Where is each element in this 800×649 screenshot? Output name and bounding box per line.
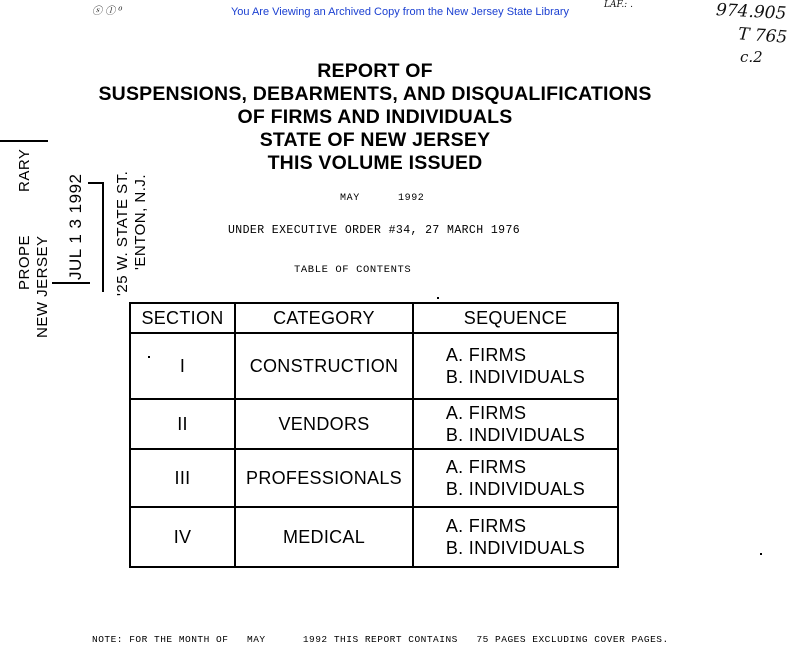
stamp-rule-corner — [88, 182, 104, 184]
toc-sequence — [413, 399, 618, 449]
toc-sequence-firms: A. FIRMS — [445, 403, 527, 423]
title-line-5: THIS VOLUME ISSUED — [267, 152, 483, 174]
title-line-3: OF FIRMS AND INDIVIDUALS — [237, 106, 513, 128]
toc-sequence-individuals: B. INDIVIDUALS — [445, 479, 586, 499]
toc-section-number: IV — [130, 507, 235, 567]
toc-category: VENDORS — [235, 399, 413, 449]
stamp-street: '25 W. STATE ST. — [114, 170, 131, 296]
stamp-date: JUL 1 3 1992 — [66, 173, 85, 280]
toc-row — [130, 399, 618, 449]
toc-sequence-individuals: B. INDIVIDUALS — [445, 425, 586, 445]
toc-category: PROFESSIONALS — [235, 449, 413, 507]
stamp-city: 'ENTON, N.J. — [132, 173, 149, 270]
toc-row — [130, 507, 618, 567]
issue-month: MAY — [340, 193, 360, 204]
toc-category: MEDICAL — [235, 507, 413, 567]
toc-row — [130, 449, 618, 507]
toc-sequence — [413, 449, 618, 507]
toc-section-number: I — [130, 333, 235, 399]
stamp-rule-bottom — [52, 282, 90, 284]
toc-section-number: III — [130, 449, 235, 507]
stamp-rule-top — [0, 140, 48, 142]
top-left-marks: ⓢ ⓛ ⁰ — [92, 6, 123, 17]
toc-sequence — [413, 507, 618, 567]
title-line-2: SUSPENSIONS, DEBARMENTS, AND DISQUALIFICATIONS — [98, 83, 652, 105]
toc-sequence-individuals: B. INDIVIDUALS — [445, 367, 586, 387]
toc-sequence — [413, 333, 618, 399]
toc-category: CONSTRUCTION — [235, 333, 413, 399]
toc-header-section: SECTION — [130, 303, 235, 333]
footer-note: NOTE: FOR THE MONTH OF MAY 1992 THIS REPORT CONTAINS 75 PAGES EXCLUDING COVER PAGES. — [92, 634, 669, 645]
catalog-cutter: T 765 — [737, 24, 788, 48]
toc-sequence-individuals: B. INDIVIDUALS — [445, 538, 586, 558]
issue-year: 1992 — [398, 193, 425, 204]
toc-heading: TABLE OF CONTENTS — [294, 264, 412, 276]
toc-sequence-firms: A. FIRMS — [445, 345, 527, 365]
catalog-copy: c.2 — [740, 48, 763, 66]
title-line-4: STATE OF NEW JERSEY — [259, 129, 491, 151]
catalog-number: 974.905 — [715, 0, 787, 24]
stamp-rule-right — [102, 182, 104, 292]
toc-header-sequence: SEQUENCE — [413, 303, 618, 333]
toc-sequence-firms: A. FIRMS — [445, 457, 527, 477]
executive-order: UNDER EXECUTIVE ORDER #34, 27 MARCH 1976 — [228, 224, 521, 237]
stray-mark — [760, 553, 762, 555]
stray-mark — [437, 297, 439, 299]
toc-sequence-firms: A. FIRMS — [445, 516, 527, 536]
toc-header-category: CATEGORY — [235, 303, 413, 333]
toc-section-number: II — [130, 399, 235, 449]
stamp-library: RARY — [16, 148, 33, 192]
stamp-new-jersey: NEW JERSEY — [34, 235, 51, 338]
toc-row — [130, 333, 618, 399]
stamp-property: PROPE — [16, 234, 33, 290]
title-line-1: REPORT OF — [317, 60, 433, 82]
archive-notice[interactable]: You Are Viewing an Archived Copy from the New Jersey State Library — [230, 6, 570, 18]
toc-table — [129, 302, 619, 568]
toc-header-row — [130, 303, 618, 333]
top-right-marks: LAF.: . — [604, 0, 633, 10]
